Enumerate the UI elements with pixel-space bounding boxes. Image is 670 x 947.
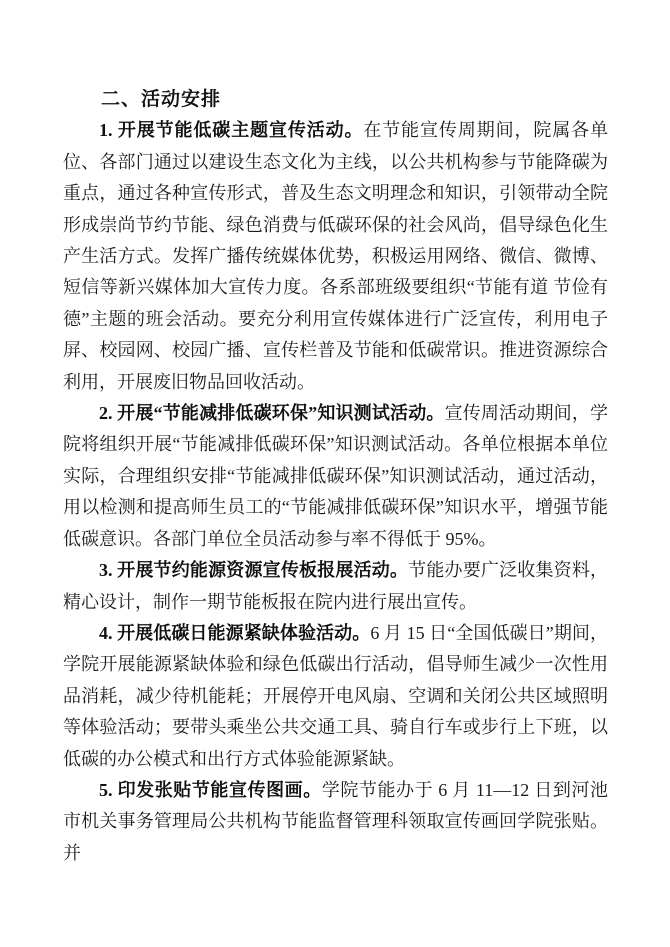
paragraph-1 [63, 115, 608, 398]
paragraph-4-lead: 4. 开展低碳日能源紧缺体验活动。 [99, 622, 371, 643]
paragraph-2-lead: 2. 开展“节能减排低碳环保”知识测试活动。 [99, 403, 445, 424]
paragraph-1-body: 在节能宣传周期间，院属各单位、各部门通过以建设生态文化为主线，以公共机构参与节能降碳为重点，通过各种宣传形式，普及生态文明理念和知识，引领带动全院形成崇尚节约节能、绿色消费与低碳环保的社会风尚，倡导绿色化生产生活方式。发挥广播传统媒体优势，积极运用网络、微信、微博、短信等新兴媒体加大宣传力度。各系部班级要组织“节能有道 节俭有德”主题的班会活动。要充分利用宣传媒体进行广泛宣传，利用电子屏、校园网、校园广播、宣传栏普及节能和低碳常识。推进资源综合利用，开展废旧物品回收活动。 [63, 120, 609, 392]
paragraph-5-body: 学院节能办于 6 月 11—12 日到河池市机关事务管理局公共机构节能监督管理科领取宣传画回学院张贴。并 [63, 779, 608, 863]
paragraph-5 [63, 775, 608, 869]
paragraph-1-lead: 1. 开展节能低碳主题宣传活动。 [99, 120, 364, 141]
paragraph-3 [63, 555, 608, 618]
paragraph-3-body: 节能办要广泛收集资料，精心设计，制作一期节能板报在院内进行展出宣传。 [63, 560, 609, 612]
paragraph-2-body: 宣传周活动期间，学院将组织开展“节能减排低碳环保”知识测试活动。各单位根据本单位实际，合理组织安排“节能减排低碳环保”知识测试活动，通过活动，用以检测和提高师生员工的“节能减排低碳环保”知识水平，增强节能低碳意识。各部门单位全员活动参与率不得低于 95%。 [63, 403, 609, 549]
paragraph-4-body: 6 月 15 日“全国低碳日”期间，学院开展能源紧缺体验和绿色低碳出行活动，倡导师生减少一次性用品消耗，减少待机能耗；开展停开电风扇、空调和关闭公共区域照明等体验活动；要带头乘坐公共交通工具、骑自行车或步行上下班，以低碳的办公模式和出行方式体验能源紧缺。 [63, 622, 609, 769]
paragraph-3-lead: 3. 开展节约能源资源宣传板报展活动。 [99, 560, 409, 581]
paragraph-4 [63, 618, 608, 775]
paragraph-2 [63, 398, 608, 555]
paragraph-5-lead: 5. 印发张贴节能宣传图画。 [99, 779, 322, 800]
section-heading: 二、活动安排 [101, 89, 222, 110]
